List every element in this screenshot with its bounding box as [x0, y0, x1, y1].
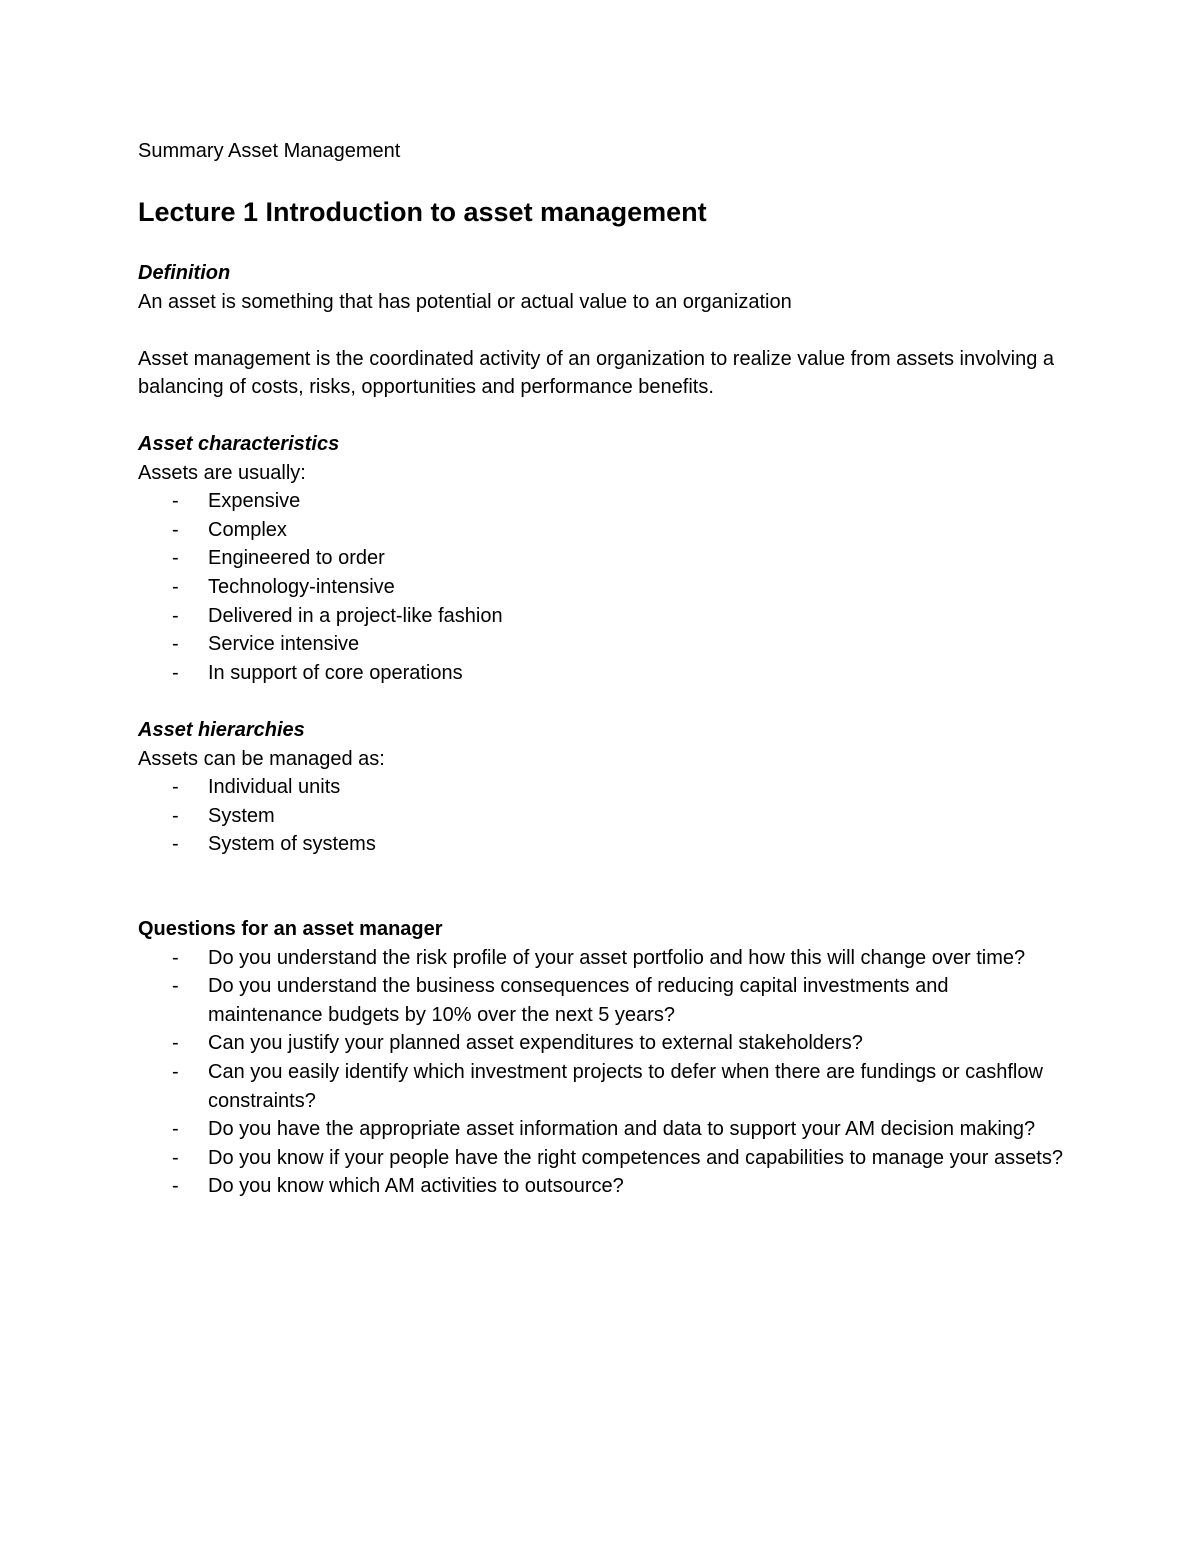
list-item: [138, 544, 1068, 573]
list-item: [138, 487, 1068, 516]
list-item-text: Engineered to order: [208, 547, 385, 570]
list-item: [138, 1172, 1068, 1201]
hierarchies-intro: Assets can be managed as:: [138, 747, 385, 770]
list-item: [138, 630, 1068, 659]
list-item: [138, 1144, 1068, 1173]
questions-list: [138, 944, 1068, 1201]
list-item: [138, 1058, 1068, 1115]
dash-bullet: -: [172, 1118, 179, 1141]
dash-bullet: -: [172, 575, 179, 598]
asset-definition-text: An asset is something that has potential or actual value to an organization: [138, 290, 792, 313]
dash-bullet: -: [172, 604, 179, 627]
characteristics-list: [138, 487, 1068, 687]
hierarchies-heading: Asset hierarchies: [138, 719, 305, 741]
dash-bullet: -: [172, 1175, 179, 1198]
list-item-text: System: [208, 804, 275, 827]
document-page: [138, 136, 1068, 1198]
dash-bullet: -: [172, 946, 179, 969]
list-item: [138, 516, 1068, 545]
dash-bullet: -: [172, 975, 179, 998]
list-item-text: Do you understand the business consequences of reducing capital investments and maintenance budgets by 10% over the next 5 years?: [208, 975, 949, 1026]
asset-management-definition-text: Asset management is the coordinated activity of an organization to realize value from assets involving a balancing of costs, risks, opportunities and performance benefits.: [138, 347, 1055, 399]
list-item: [138, 1115, 1068, 1144]
list-item-text: Service intensive: [208, 633, 360, 656]
hierarchies-section: [138, 716, 1068, 859]
list-item-text: Technology-intensive: [208, 575, 395, 598]
list-item: [138, 573, 1068, 602]
dash-bullet: -: [172, 518, 179, 541]
list-item-text: Do you understand the risk profile of your asset portfolio and how this will change over time?: [208, 946, 1026, 969]
list-item-text: Can you easily identify which investment projects to defer when there are fundings or cashflow constraints?: [208, 1060, 1043, 1112]
lecture-heading: Lecture 1 Introduction to asset management: [138, 197, 707, 227]
list-item-text: Do you have the appropriate asset information and data to support your AM decision making?: [208, 1118, 1036, 1141]
list-item-text: Do you know if your people have the right competences and capabilities to manage your assets?: [208, 1146, 1063, 1169]
list-item: [138, 972, 1068, 1029]
list-item: [138, 802, 1068, 831]
questions-section: [138, 915, 1068, 1201]
hierarchies-list: [138, 773, 1068, 859]
list-item-text: Do you know which AM activities to outsource?: [208, 1175, 624, 1198]
document-title: Summary Asset Management: [138, 140, 401, 162]
characteristics-heading: Asset characteristics: [138, 433, 340, 455]
list-item-text: Expensive: [208, 490, 301, 513]
list-item: [138, 944, 1068, 973]
dash-bullet: -: [172, 1146, 179, 1169]
list-item: [138, 659, 1068, 688]
dash-bullet: -: [172, 633, 179, 656]
characteristics-section: [138, 430, 1068, 687]
questions-heading: Questions for an asset manager: [138, 918, 443, 940]
list-item: [138, 602, 1068, 631]
list-item: [138, 1029, 1068, 1058]
dash-bullet: -: [172, 776, 179, 799]
list-item: [138, 830, 1068, 859]
dash-bullet: -: [172, 547, 179, 570]
definition-section: [138, 259, 1068, 402]
dash-bullet: -: [172, 1032, 179, 1055]
list-item-text: System of systems: [208, 833, 376, 856]
characteristics-intro: Assets are usually:: [138, 461, 306, 484]
dash-bullet: -: [172, 1060, 179, 1083]
list-item-text: In support of core operations: [208, 661, 463, 684]
dash-bullet: -: [172, 490, 179, 513]
list-item-text: Can you justify your planned asset expenditures to external stakeholders?: [208, 1032, 863, 1055]
list-item-text: Delivered in a project-like fashion: [208, 604, 503, 627]
dash-bullet: -: [172, 804, 179, 827]
list-item: [138, 773, 1068, 802]
list-item-text: Complex: [208, 518, 287, 541]
list-item-text: Individual units: [208, 776, 341, 799]
definition-heading: Definition: [138, 262, 231, 284]
dash-bullet: -: [172, 833, 179, 856]
dash-bullet: -: [172, 661, 179, 684]
